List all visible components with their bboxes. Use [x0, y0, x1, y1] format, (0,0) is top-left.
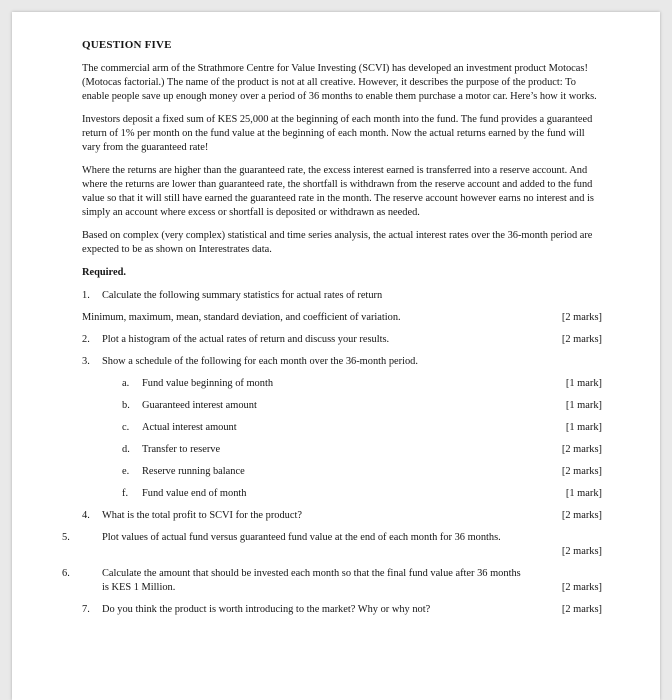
question-number: 5. [62, 532, 70, 543]
question-1 [82, 289, 602, 303]
sub-item-e [82, 465, 602, 479]
sub-item-text: Transfer to reserve [142, 444, 221, 455]
marks-label: [1 mark] [565, 422, 602, 433]
sub-item-letter: c. [122, 422, 130, 433]
paragraph-intro: The commercial arm of the Strathmore Centre for Value Investing (SCVI) has developed an investment product Motocas! (Motocas factorial.) The name of the product is not at all creative. However, it describes the purpose of the product: To enable people save up enough money over a period of 36 months to enable them purchase a motor car. Here’s how it works. [82, 63, 597, 102]
question-number: 3. [82, 356, 90, 367]
sub-item-d [82, 443, 602, 457]
question-number: 4. [82, 510, 90, 521]
sub-item-text: Reserve running balance [142, 466, 245, 477]
sub-item-a [82, 377, 602, 391]
sub-item-text: Actual interest amount [142, 422, 237, 433]
document-content [62, 38, 602, 625]
paragraph-reserve: Where the returns are higher than the guaranteed rate, the excess interest earned is transferred into a reserve account. And where the returns are lower than guaranteed rate, the shortfall is withdrawn from the reserve account and added to the fund value so that it will still have earned the guaranteed rate in the month. The reserve account however earns no interest and is simply an account where excess or shortfall is deposited or withdrawn as needed. [82, 165, 594, 218]
question-5 [62, 531, 602, 559]
question-number: 2. [82, 334, 90, 345]
sub-item-letter: b. [122, 400, 130, 411]
paragraph-analysis: Based on complex (very complex) statistical and time series analysis, the actual interest rates over the 36-month period are expected to be as shown on Interestrates data. [82, 230, 593, 255]
marks-label: [2 marks] [561, 510, 602, 521]
sub-item-letter: e. [122, 466, 130, 477]
question-text: Show a schedule of the following for each month over the 36-month period. [102, 356, 418, 367]
marks-label: [2 marks] [561, 334, 602, 345]
sub-item-c [82, 421, 602, 435]
question-text: Do you think the product is worth introducing to the market? Why or why not? [102, 604, 431, 615]
question-4 [82, 509, 602, 523]
sub-item-letter: a. [122, 378, 130, 389]
question-number: 6. [62, 568, 70, 579]
paragraph-deposit: Investors deposit a fixed sum of KES 25,000 at the beginning of each month into the fund. The fund provides a guaranteed return of 1% per month on the fund value at the beginning of each month. Now the actual returns earned by the fund will vary from the guaranteed rate! [82, 114, 593, 153]
sub-item-b [82, 399, 602, 413]
question-number: 7. [82, 604, 90, 615]
question-text: Plot a histogram of the actual rates of return and discuss your results. [102, 334, 390, 345]
question-text: Calculate the following summary statistics for actual rates of return [102, 290, 383, 301]
marks-label: [1 mark] [565, 488, 602, 499]
sub-item-text: Guaranteed interest amount [142, 400, 257, 411]
question-2 [82, 333, 602, 347]
marks-label: [2 marks] [561, 582, 602, 593]
question-text: Calculate the amount that should be invested each month so that the final fund value after 36 months [102, 568, 521, 579]
marks-label: [2 marks] [561, 444, 602, 455]
question-text: What is the total profit to SCVI for the product? [102, 510, 302, 521]
question-6 [62, 567, 602, 595]
question-text: Minimum, maximum, mean, standard deviation, and coefficient of variation. [82, 312, 401, 323]
marks-label: [2 marks] [561, 312, 602, 323]
sub-item-f [82, 487, 602, 501]
sub-item-text: Fund value beginning of month [142, 378, 274, 389]
marks-label: [2 marks] [561, 604, 602, 615]
marks-label: [1 mark] [565, 378, 602, 389]
question-title: QUESTION FIVE [82, 39, 172, 51]
marks-label: [2 marks] [561, 546, 602, 557]
marks-label: [2 marks] [561, 466, 602, 477]
sub-item-letter: f. [122, 488, 129, 499]
document-page [12, 12, 660, 700]
marks-label: [1 mark] [565, 400, 602, 411]
question-text-continued: is KES 1 Million. [102, 582, 176, 593]
question-3 [82, 355, 602, 369]
question-1-detail [82, 311, 602, 325]
question-7 [82, 603, 602, 617]
question-text: Plot values of actual fund versus guaranteed fund value at the end of each month for 36 months. [102, 532, 501, 543]
question-number: 1. [82, 290, 90, 301]
sub-item-letter: d. [122, 444, 130, 455]
required-heading: Required. [82, 267, 126, 278]
sub-item-text: Fund value end of month [142, 488, 247, 499]
